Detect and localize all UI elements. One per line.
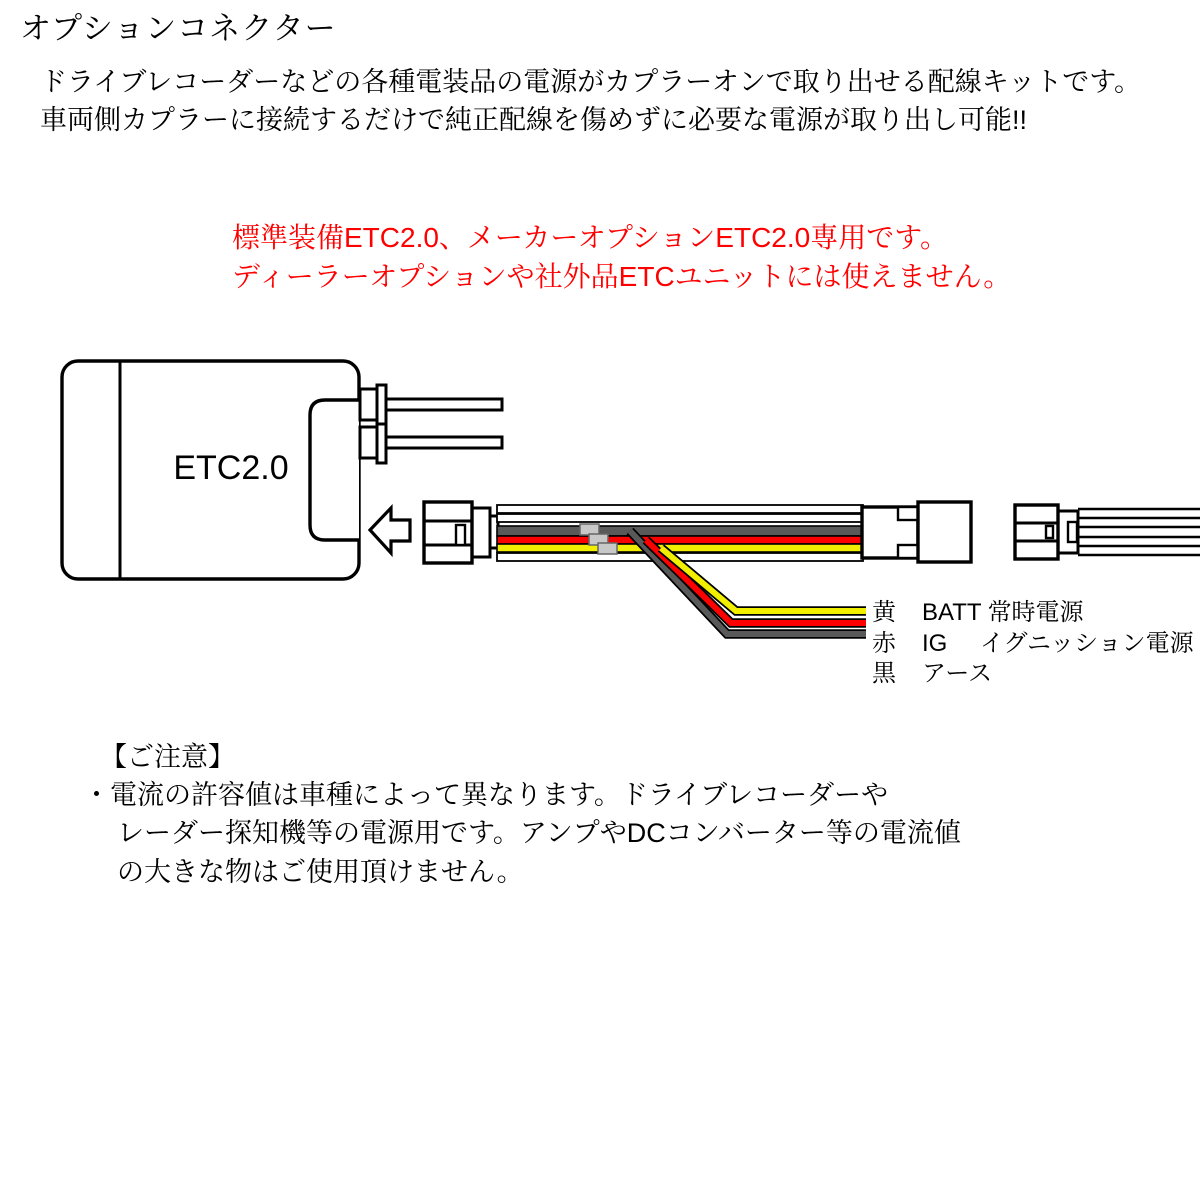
wire-color-name: 黄	[872, 599, 896, 626]
splice-marker	[598, 543, 617, 554]
notes-heading: 【ご注意】	[100, 742, 235, 772]
etc-power-pins	[360, 385, 502, 463]
notes-line-3: の大きな物はご使用頂けません。	[117, 857, 524, 887]
etc-unit-label: ETC2.0	[173, 449, 289, 487]
white-wire	[497, 505, 863, 513]
wire-color-name: 黒	[872, 660, 896, 687]
wire-color-name: 赤	[872, 630, 896, 657]
intro-line-2: 車両側カプラーに接続するだけで純正配線を傷めずに必要な電源が取り出し可能!!	[40, 105, 1028, 135]
wire-signal: アース	[922, 660, 993, 687]
wire-description: イグニッション電源	[980, 630, 1194, 657]
ig-wire	[497, 536, 863, 544]
warning-line-1: 標準装備ETC2.0、メーカーオプションETC2.0専用です。	[232, 222, 948, 253]
notes-line-1: ・電流の許容値は車種によって異なります。ドライブレコーダーや	[83, 780, 889, 810]
wire-description: 常時電源	[987, 599, 1084, 626]
notes-line-2: レーダー探知機等の電源用です。アンプやDCコンバーター等の電流値	[117, 818, 961, 848]
vehicle-harness-wires	[1078, 509, 1200, 555]
wire-signal: BATT	[922, 599, 982, 626]
warning-line-2: ディーラーオプションや社外品ETCユニットには使えません。	[232, 261, 1012, 292]
wire-label-batt	[872, 592, 1084, 627]
vehicle-side-connector	[1015, 505, 1078, 559]
plug-arrow-icon	[370, 508, 410, 553]
etc-side-connector	[424, 502, 498, 563]
harness-coupler	[862, 502, 971, 562]
white-wire	[497, 514, 863, 522]
batt-wire	[497, 544, 863, 552]
etc-unit	[62, 361, 359, 579]
wire-harness	[497, 505, 863, 561]
ground-wire	[497, 526, 863, 536]
wire-signal: IG	[922, 630, 948, 657]
intro-line-1: ドライブレコーダーなどの各種電装品の電源がカプラーオンで取り出せる配線キットです。	[40, 67, 1142, 97]
wire-label-ground	[872, 653, 998, 688]
page-title: オプションコネクター	[20, 11, 337, 46]
